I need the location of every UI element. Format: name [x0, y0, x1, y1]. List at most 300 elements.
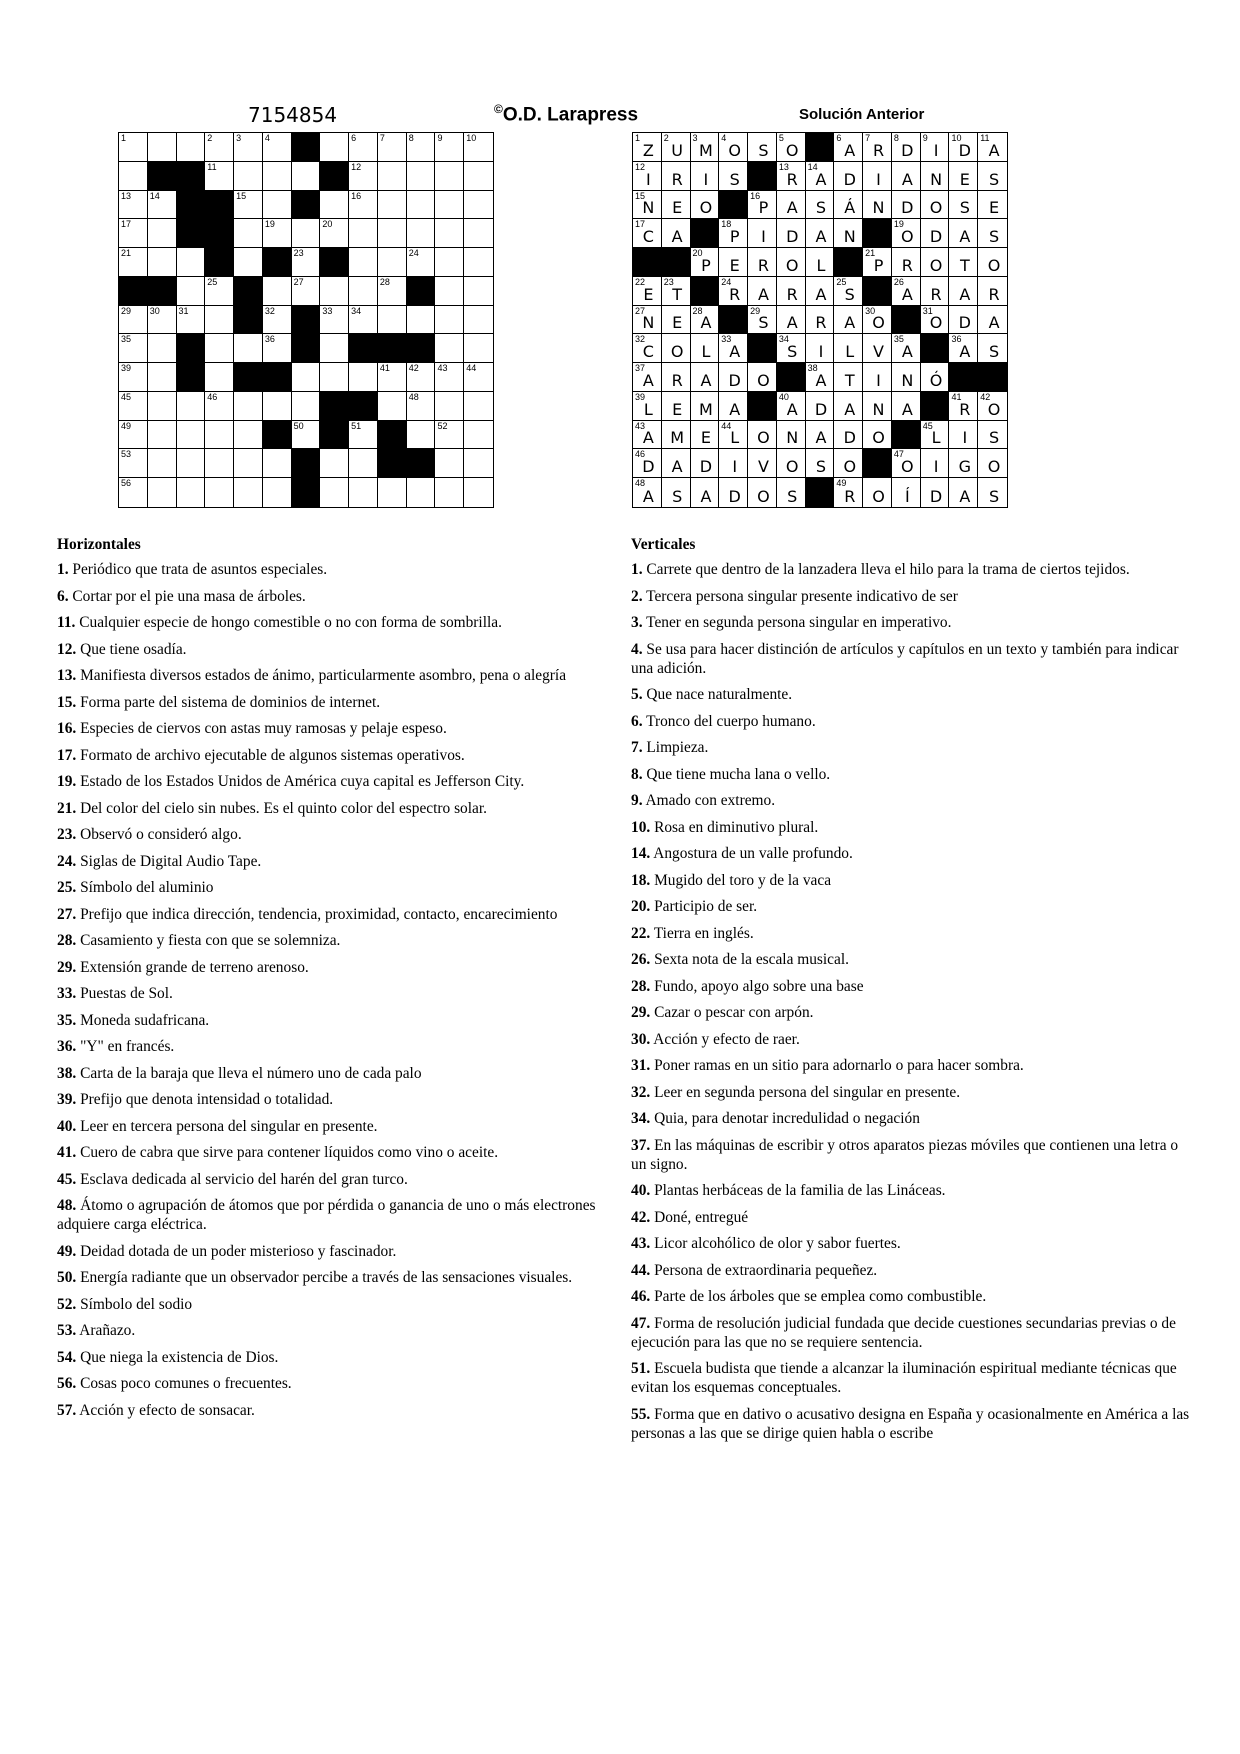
grid-cell[interactable] [148, 248, 177, 277]
clue-item [631, 685, 1191, 704]
grid-cell[interactable] [435, 219, 464, 248]
grid-cell[interactable] [148, 219, 177, 248]
grid-cell[interactable] [435, 133, 464, 162]
solution-cell [719, 219, 748, 248]
clue-text: "Y" en francés. [76, 1038, 175, 1055]
grid-cell[interactable] [119, 478, 148, 507]
grid-cell[interactable] [148, 133, 177, 162]
clue-text: Que nace naturalmente. [642, 686, 793, 703]
solution-letter: P [729, 227, 740, 247]
solution-letter: A [671, 227, 683, 247]
solution-cell-number: 17 [635, 219, 646, 230]
grid-cell[interactable] [320, 306, 349, 335]
clue-text: Deidad dotada de un poder misterioso y fascinador. [76, 1242, 397, 1260]
solution-letter: A [642, 486, 654, 506]
clue-item [631, 765, 1191, 784]
grid-cell[interactable] [234, 248, 263, 277]
grid-cell[interactable] [349, 191, 378, 220]
solution-cell [834, 478, 863, 507]
solution-black-cell [633, 248, 662, 277]
clue-number: 33. [57, 985, 77, 1002]
grid-cell[interactable] [464, 334, 493, 363]
grid-cell[interactable] [234, 334, 263, 363]
solution-black-cell [978, 363, 1007, 392]
solution-cell-number: 44 [721, 420, 732, 431]
black-cell [407, 334, 436, 363]
grid-cell[interactable] [119, 191, 148, 220]
grid-cell[interactable] [119, 392, 148, 421]
grid-cell[interactable] [119, 219, 148, 248]
grid-cell[interactable] [464, 191, 493, 220]
solution-black-cell [834, 248, 863, 277]
grid-cell[interactable] [378, 392, 407, 421]
solution-cell [748, 363, 777, 392]
grid-cell[interactable] [464, 219, 493, 248]
solution-cell [748, 478, 777, 507]
solution-cell-number: 12 [635, 161, 646, 172]
grid-cell[interactable] [320, 219, 349, 248]
grid-cell[interactable] [320, 277, 349, 306]
copyright-text: O.D. Larapress [502, 104, 639, 126]
grid-cell[interactable] [378, 219, 407, 248]
grid-cell[interactable] [407, 219, 436, 248]
cell-number: 19 [264, 219, 275, 230]
solution-letter: A [844, 140, 856, 160]
grid-cell[interactable] [263, 277, 292, 306]
grid-cell[interactable] [148, 392, 177, 421]
solution-cell [691, 449, 720, 478]
black-cell [234, 363, 263, 392]
solution-letter: R [988, 284, 1000, 304]
solution-cell-number: 38 [807, 363, 818, 374]
grid-cell[interactable] [320, 363, 349, 392]
grid-cell[interactable] [205, 449, 234, 478]
grid-cell[interactable] [263, 162, 292, 191]
grid-cell[interactable] [205, 478, 234, 507]
clue-number: 53. [57, 1322, 77, 1339]
cell-number: 53 [121, 449, 132, 460]
black-cell [234, 306, 263, 335]
solution-letter: T [959, 255, 970, 275]
copyright-symbol: © [494, 102, 503, 116]
grid-cell[interactable] [435, 277, 464, 306]
solution-cell [892, 392, 921, 421]
clue-item [57, 613, 602, 632]
grid-cell[interactable] [148, 191, 177, 220]
clue-item [57, 1242, 602, 1261]
clue-text: Cosas poco comunes o frecuentes. [76, 1375, 292, 1392]
solution-cell-number: 29 [750, 305, 761, 316]
grid-cell[interactable] [177, 478, 206, 507]
solution-letter: A [757, 284, 769, 304]
grid-cell[interactable] [407, 306, 436, 335]
grid-cell[interactable] [119, 421, 148, 450]
solution-letter: O [929, 198, 943, 218]
grid-cell[interactable] [177, 306, 206, 335]
solution-letter: D [901, 140, 914, 160]
grid-cell[interactable] [148, 363, 177, 392]
cell-number: 36 [264, 334, 275, 345]
clue-item [631, 1181, 1191, 1200]
clue-text: Acción y efecto de sonsacar. [76, 1401, 255, 1419]
clue-text: Acción y efecto de raer. [650, 1030, 800, 1048]
solution-letter: A [959, 227, 971, 247]
solution-cell [662, 306, 691, 335]
clue-item [57, 1143, 602, 1162]
clue-item [631, 791, 1191, 810]
solution-cell-number: 24 [721, 276, 732, 287]
grid-cell[interactable] [407, 392, 436, 421]
grid-cell[interactable] [205, 133, 234, 162]
grid-cell[interactable] [378, 133, 407, 162]
grid-cell[interactable] [148, 306, 177, 335]
solution-letter: I [876, 370, 881, 390]
grid-cell[interactable] [349, 478, 378, 507]
clue-text: Símbolo del aluminio [76, 879, 214, 896]
grid-cell[interactable] [435, 392, 464, 421]
clue-number: 40. [631, 1182, 651, 1199]
grid-cell[interactable] [263, 191, 292, 220]
clue-item [57, 984, 602, 1003]
grid-cell[interactable] [378, 191, 407, 220]
clue-text: Que niega la existencia de Dios. [76, 1348, 279, 1366]
clue-number: 4. [631, 640, 643, 658]
grid-cell[interactable] [378, 478, 407, 507]
grid-cell[interactable] [119, 363, 148, 392]
crossword-grid [118, 132, 494, 508]
clue-text: Periódico que trata de asuntos especiales. [68, 561, 328, 578]
solution-cell [978, 133, 1007, 162]
solution-cell [834, 392, 863, 421]
clue-text: Tercera persona singular presente indicativo de ser [642, 587, 958, 605]
clue-number: 46. [631, 1288, 651, 1305]
clue-text: Rosa en diminutivo plural. [650, 818, 819, 836]
grid-cell[interactable] [205, 334, 234, 363]
solution-cell-number: 36 [951, 334, 962, 345]
grid-cell[interactable] [464, 363, 493, 392]
grid-cell[interactable] [148, 421, 177, 450]
solution-cell [633, 162, 662, 191]
solution-cell [748, 306, 777, 335]
black-cell [177, 334, 206, 363]
solution-letter: S [844, 284, 855, 304]
grid-cell[interactable] [119, 306, 148, 335]
clue-text: Se usa para hacer distinción de artículos y capítulos en un texto y también para indicar una adición. [631, 640, 1179, 677]
grid-cell[interactable] [292, 248, 321, 277]
cell-number: 51 [351, 420, 362, 431]
grid-cell[interactable] [378, 363, 407, 392]
grid-cell[interactable] [349, 248, 378, 277]
solution-cell [806, 306, 835, 335]
cell-number: 25 [207, 276, 218, 287]
grid-cell[interactable] [378, 162, 407, 191]
solution-black-cell [863, 219, 892, 248]
grid-cell[interactable] [292, 219, 321, 248]
solution-letter: A [959, 284, 971, 304]
grid-cell[interactable] [234, 162, 263, 191]
grid-cell[interactable] [407, 248, 436, 277]
grid-cell[interactable] [349, 219, 378, 248]
grid-cell[interactable] [435, 421, 464, 450]
solution-cell [806, 392, 835, 421]
grid-cell[interactable] [349, 162, 378, 191]
grid-cell[interactable] [177, 133, 206, 162]
grid-cell[interactable] [119, 162, 148, 191]
solution-black-cell [921, 392, 950, 421]
grid-cell[interactable] [234, 133, 263, 162]
solution-cell [719, 334, 748, 363]
grid-cell[interactable] [292, 162, 321, 191]
solution-cell [777, 191, 806, 220]
solution-letter: D [728, 486, 741, 506]
solution-cell-number: 31 [922, 305, 933, 316]
black-cell [349, 392, 378, 421]
clue-item [631, 1056, 1191, 1075]
clue-item [631, 712, 1191, 731]
clue-number: 39. [57, 1091, 77, 1108]
grid-cell[interactable] [119, 449, 148, 478]
clue-number: 35. [57, 1011, 77, 1029]
solution-letter: I [876, 169, 881, 189]
grid-cell[interactable] [263, 449, 292, 478]
cell-number: 52 [437, 420, 448, 431]
grid-cell[interactable] [464, 421, 493, 450]
solution-letter: Ó [929, 370, 943, 390]
cell-number: 39 [121, 363, 132, 374]
solution-letter: S [989, 227, 1000, 247]
grid-cell[interactable] [205, 421, 234, 450]
grid-cell[interactable] [349, 277, 378, 306]
grid-cell[interactable] [234, 478, 263, 507]
grid-cell[interactable] [407, 478, 436, 507]
grid-cell[interactable] [119, 334, 148, 363]
grid-cell[interactable] [407, 363, 436, 392]
grid-cell[interactable] [407, 162, 436, 191]
solution-cell [863, 363, 892, 392]
grid-cell[interactable] [407, 421, 436, 450]
solution-cell [949, 248, 978, 277]
grid-cell[interactable] [435, 449, 464, 478]
solution-letter: A [959, 486, 971, 506]
grid-cell[interactable] [234, 392, 263, 421]
grid-cell[interactable] [464, 277, 493, 306]
solution-cell [834, 363, 863, 392]
grid-cell[interactable] [263, 133, 292, 162]
grid-cell[interactable] [292, 421, 321, 450]
clue-number: 54. [57, 1348, 77, 1366]
solution-letter: R [930, 284, 942, 304]
clue-number: 41. [57, 1144, 77, 1161]
grid-cell[interactable] [378, 248, 407, 277]
cell-number: 10 [466, 133, 477, 143]
clue-text: Licor alcohólico de olor y sabor fuertes. [650, 1235, 901, 1252]
solution-cell [863, 133, 892, 162]
solution-letter: A [815, 227, 827, 247]
grid-cell[interactable] [177, 449, 206, 478]
solution-cell-number: 43 [635, 420, 646, 431]
solution-letter: A [815, 428, 827, 448]
clue-text: Amado con extremo. [642, 792, 776, 809]
solution-letter: P [873, 255, 884, 275]
grid-cell[interactable] [407, 191, 436, 220]
grid-cell[interactable] [205, 162, 234, 191]
solution-letter: A [844, 399, 856, 419]
grid-cell[interactable] [435, 191, 464, 220]
grid-cell[interactable] [435, 248, 464, 277]
grid-cell[interactable] [464, 392, 493, 421]
grid-cell[interactable] [464, 306, 493, 335]
clue-text: Plantas herbáceas de la familia de las Lináceas. [650, 1182, 946, 1199]
grid-cell[interactable] [119, 248, 148, 277]
grid-cell[interactable] [263, 392, 292, 421]
solution-cell-number: 49 [836, 478, 847, 489]
clue-text: Participio de ser. [650, 898, 758, 915]
solution-cell [719, 162, 748, 191]
solution-letter: A [901, 169, 913, 189]
solution-cell-number: 4 [721, 133, 727, 143]
grid-cell[interactable] [234, 219, 263, 248]
grid-cell[interactable] [148, 478, 177, 507]
cell-number: 13 [121, 190, 132, 201]
grid-cell[interactable] [263, 219, 292, 248]
grid-cell[interactable] [378, 277, 407, 306]
solution-letter: A [901, 399, 913, 419]
solution-cell [863, 392, 892, 421]
solution-letter: S [672, 486, 683, 506]
grid-cell[interactable] [349, 306, 378, 335]
grid-cell[interactable] [177, 392, 206, 421]
clue-text: Cazar o pescar con arpón. [650, 1004, 814, 1021]
grid-cell[interactable] [407, 133, 436, 162]
solution-cell [921, 191, 950, 220]
clue-number: 28. [631, 977, 651, 995]
grid-cell[interactable] [320, 478, 349, 507]
grid-cell[interactable] [119, 133, 148, 162]
grid-cell[interactable] [320, 334, 349, 363]
solution-cell [691, 392, 720, 421]
grid-cell[interactable] [464, 449, 493, 478]
solution-cell [978, 306, 1007, 335]
grid-cell[interactable] [349, 421, 378, 450]
cell-number: 2 [207, 133, 213, 143]
solution-black-cell [949, 363, 978, 392]
cell-number: 16 [351, 190, 362, 201]
clue-item [631, 844, 1191, 863]
grid-cell[interactable] [320, 133, 349, 162]
grid-cell[interactable] [234, 449, 263, 478]
clue-item [631, 613, 1191, 632]
solution-cell [892, 478, 921, 507]
solution-letter: A [815, 284, 827, 304]
solution-cell-number: 41 [951, 391, 962, 402]
cell-number: 46 [207, 391, 218, 402]
grid-cell[interactable] [148, 334, 177, 363]
clue-text: Prefijo que indica dirección, tendencia, proximidad, contacto, encarecimiento [76, 905, 558, 923]
grid-cell[interactable] [205, 392, 234, 421]
grid-cell[interactable] [435, 363, 464, 392]
vertical-clue-list [631, 560, 1191, 1443]
grid-cell[interactable] [292, 277, 321, 306]
solution-letter: T [672, 284, 683, 304]
solution-letter: C [642, 342, 654, 362]
clue-item [631, 1003, 1191, 1022]
grid-cell[interactable] [234, 191, 263, 220]
clue-number: 30. [631, 1030, 651, 1048]
black-cell [177, 363, 206, 392]
grid-cell[interactable] [435, 162, 464, 191]
grid-cell[interactable] [177, 248, 206, 277]
grid-cell[interactable] [205, 363, 234, 392]
solution-cell [806, 277, 835, 306]
solution-cell [662, 162, 691, 191]
clue-text: Cualquier especie de hongo comestible o no con forma de sombrilla. [75, 614, 502, 631]
solution-letter: R [786, 284, 798, 304]
solution-letter: O [872, 313, 885, 333]
grid-cell[interactable] [263, 306, 292, 335]
grid-cell[interactable] [205, 306, 234, 335]
grid-cell[interactable] [177, 421, 206, 450]
solution-cell [719, 248, 748, 277]
grid-cell[interactable] [464, 478, 493, 507]
clue-item [57, 878, 602, 897]
grid-cell[interactable] [435, 306, 464, 335]
solution-cell [949, 392, 978, 421]
cell-number: 33 [322, 305, 333, 316]
clue-text: Poner ramas en un sitio para adornarlo o para hacer sombra. [650, 1057, 1024, 1074]
grid-cell[interactable] [349, 133, 378, 162]
grid-cell[interactable] [263, 334, 292, 363]
grid-cell[interactable] [205, 277, 234, 306]
clue-text: Leer en segunda persona del singular en presente. [650, 1083, 961, 1101]
grid-cell[interactable] [320, 191, 349, 220]
solution-cell [892, 162, 921, 191]
clue-number: 38. [57, 1064, 77, 1082]
solution-cell [921, 306, 950, 335]
clue-item [57, 640, 602, 659]
grid-cell[interactable] [435, 478, 464, 507]
grid-cell[interactable] [349, 449, 378, 478]
solution-cell [662, 421, 691, 450]
grid-cell[interactable] [464, 248, 493, 277]
grid-cell[interactable] [349, 363, 378, 392]
clue-number: 42. [631, 1208, 651, 1226]
solution-letter: E [643, 284, 654, 304]
grid-cell[interactable] [378, 306, 407, 335]
clue-text: Del color del cielo sin nubes. Es el quinto color del espectro solar. [76, 799, 487, 817]
grid-cell[interactable] [234, 421, 263, 450]
horizontal-clue-list [57, 560, 602, 1420]
grid-cell[interactable] [435, 334, 464, 363]
solution-black-cell [806, 478, 835, 507]
solution-letter: L [701, 342, 711, 362]
grid-cell[interactable] [464, 133, 493, 162]
solution-letter: O [987, 255, 1001, 275]
solution-cell [777, 449, 806, 478]
solution-letter: R [671, 370, 683, 390]
clue-number: 50. [57, 1269, 77, 1286]
grid-cell[interactable] [177, 277, 206, 306]
grid-cell[interactable] [263, 478, 292, 507]
grid-cell[interactable] [320, 449, 349, 478]
grid-cell[interactable] [464, 162, 493, 191]
grid-cell[interactable] [292, 363, 321, 392]
solution-letter: S [787, 342, 798, 362]
grid-cell[interactable] [148, 449, 177, 478]
solution-cell-number: 42 [980, 391, 991, 402]
clue-item [57, 799, 602, 818]
solution-letter: I [646, 169, 651, 189]
grid-cell[interactable] [292, 392, 321, 421]
